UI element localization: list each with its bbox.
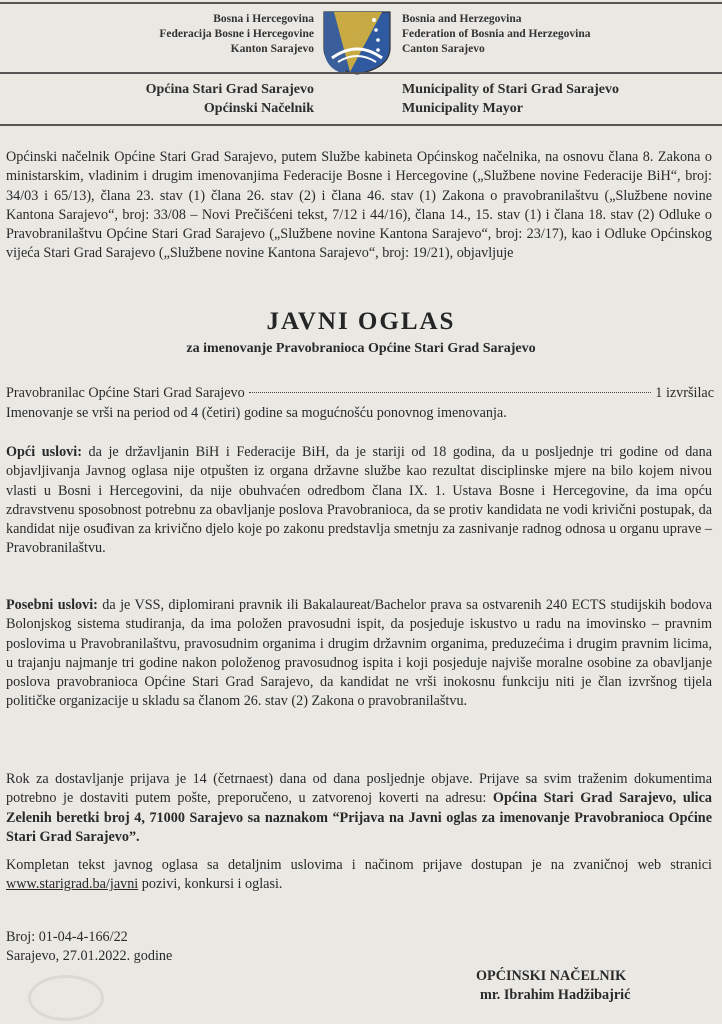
signature-block [476, 967, 630, 1005]
website-link[interactable]: www.starigrad.ba/javni [6, 876, 139, 893]
delivery-address: Općina Stari Grad Sarajevo, ulica Zelenih beretki broj 4, 71000 Sarajevo sa naznakom “Prijava na Javni oglas za imenovanje Pravobranioca Općine Stari Grad Sarajevo”. [6, 790, 712, 845]
position-row [6, 385, 714, 402]
header-right-names [402, 12, 590, 57]
header-bottom-rule [0, 124, 722, 126]
intro-paragraph: Općinski načelnik Općine Stari Grad Sarajevo, putem Službe kabineta Općinskog načelnika, na osnovu člana 8. Zakona o ministarskim, vladinim i drugim imenovanjima Federacije Bosne i Hercegovine („Službene novine Federacije BiH“, broj: 34/03 i 65/13), člana 23. stav (1) člana 26. stav (2) i člana 46. stav (1) Zakona o pravobranilaštvu („Službene novine Kantona Sarajevo“, broj: 33/08 – Novi Prečišćeni tekst, 7/12 i 44/16), člana 14., 15. stav (1) i člana 18. stav (2) Odluke o Pravobranilaštvu Općine Stari Grad Sarajevo („Službene novine Kantona Sarajevo“, broj: 23/17), kao i Odluke Općinskog vijeća Stari Grad Sarajevo („Službene novine Kantona Sarajevo“, broj: 19/21), objavljuje [6, 149, 712, 262]
reference-number: Broj: 01-04-4-166/22 [6, 929, 128, 945]
header-left-names [159, 12, 314, 57]
header-middle-rule [0, 72, 722, 74]
signature-role: OPĆINSKI NAČELNIK [476, 968, 627, 984]
municipality-left [146, 80, 314, 118]
municipality-crest-icon [320, 10, 394, 76]
special-conditions-label: Posebni uslovi: [6, 597, 98, 613]
municipality-name-bs: Općina Stari Grad Sarajevo [145, 82, 314, 97]
header-left-line-1: Bosna i Hercegovina [213, 13, 314, 25]
deadline-text: Rok za dostavljanje prijava je 14 (četrnaest) dana od dana posljednje objave. Prijave sa svim traženim dokumentima potrebno je dostaviti putem pošte, preporučeno, u zatvorenoj koverti na adresu: [6, 771, 712, 807]
general-conditions-label: Opći uslovi: [6, 444, 82, 460]
municipality-right [402, 80, 619, 118]
signature-name: mr. Ibrahim Hadžibajrić [480, 987, 631, 1003]
reference-date: Sarajevo, 27.01.2022. godine [6, 948, 173, 965]
header-left-line-2: Federacija Bosne i Hercegovine [159, 28, 314, 40]
reference-block [6, 928, 712, 967]
mayor-title-en: Municipality Mayor [402, 101, 523, 116]
website-text-before: Kompletan tekst javnog oglasa sa detaljnim uslovima i načinom prijave dostupan je na zvaničnoj web stranici [6, 857, 712, 873]
website-paragraph [6, 856, 712, 895]
notice-title: JAVNI OGLAS [266, 308, 456, 335]
header-top-rule [0, 2, 722, 4]
notice-subtitle: za imenovanje Pravobranioca Općine Stari Grad Sarajevo [186, 341, 536, 356]
general-conditions-text: da je državljanin BiH i Federacije BiH, da je stariji od 18 godina, da u posljednje tri godine od dana objavljivanja Javnog oglasa nije otpušten iz organa državne službe kao rezultat disciplinske mjere na bilo kojem nivou vlasti u Bosni i Hercegovini, da nije obuhvaćen odredbom člana IX. 1. Ustava Bosne i Hercegovine, da ima opću zdravstvenu sposobnost potrebnu za obavljanje poslova Pravobranioca, da se protiv kandidata ne vodi krivični postupak, da kandidat nije osuđivan za krivično djelo koje po zakonu predstavlja smetnju za zasnivanje radnog odnosa u organu uprave – Pravobranilaštvu. [6, 444, 712, 557]
municipality-name-en: Municipality of Stari Grad Sarajevo [402, 82, 619, 97]
special-conditions [6, 596, 712, 712]
header-right-line-3: Canton Sarajevo [402, 43, 485, 55]
header-right-line-2: Federation of Bosnia and Herzegovina [402, 28, 591, 40]
faded-stamp [28, 975, 104, 1021]
header-right-line-1: Bosnia and Herzegovina [402, 13, 522, 25]
header-left-line-3: Kanton Sarajevo [230, 43, 314, 55]
position-term: Imenovanje se vrši na period od 4 (četiri) godine sa mogućnošću ponovnog imenovanja. [6, 405, 507, 421]
website-text-after: pozivi, konkursi i oglasi. [138, 876, 283, 893]
general-conditions [6, 443, 712, 559]
position-count: 1 izvršilac [655, 385, 714, 401]
deadline-paragraph [6, 770, 712, 847]
position-name: Pravobranilac Općine Stari Grad Sarajevo [6, 385, 245, 401]
mayor-title-bs: Općinski Načelnik [203, 101, 314, 116]
dot-leader [249, 392, 652, 393]
special-conditions-text: da je VSS, diplomirani pravnik ili Bakalaureat/Bachelor prava sa ostvarenih 240 ECTS studijskih bodova Bolonjskog sistema studiranja, da ima položen pravosudni ispit, da posjeduje iskustvo u radu na imovinsko – pravnim poslovima u Pravobranilaštvu, pravosudnim organima i drugim državnim organima, preduzećima i drugim pravnim licima, u trajanju najmanje tri godine nakon položenog pravosudnog ispita i koji posjeduje najviše moralne osobine za obavljanje poslova pravobranioca Općine Stari Grad Sarajevo, da kandidat ne vrši inokosnu funkciju niti je član izvršnog tijela političke organizacije u skladu sa članom 26. stav (2) Zakona o pravobranilaštvu. [6, 597, 712, 710]
